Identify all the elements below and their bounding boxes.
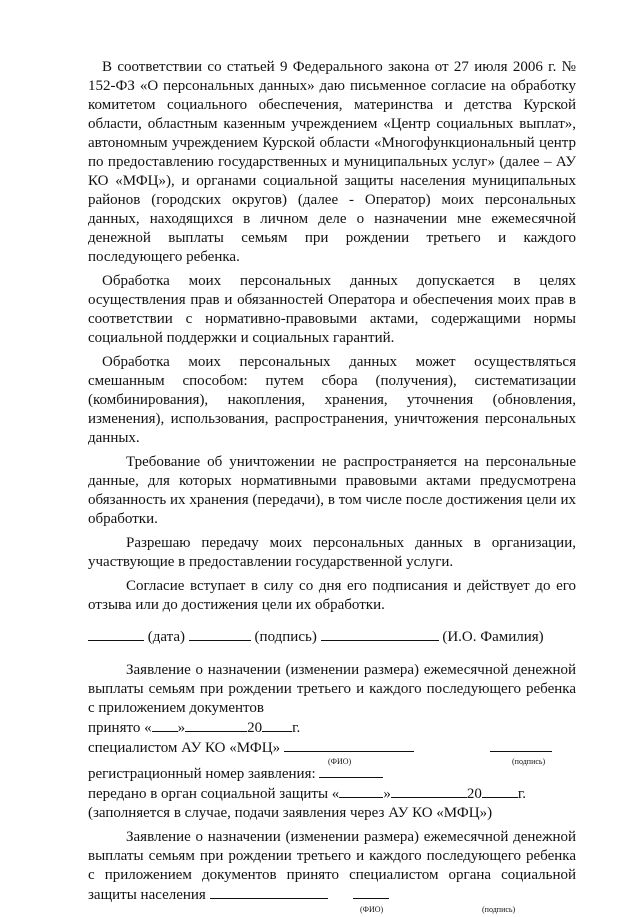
signature-label: (подпись) [254, 629, 317, 645]
registration-label: регистрационный номер заявления: [88, 766, 316, 782]
name-label: (И.О. Фамилия) [442, 629, 544, 645]
transfer-month-blank[interactable] [391, 784, 467, 798]
consent-document [88, 58, 576, 917]
receipt2-labels [88, 905, 576, 917]
consent-paragraph-3: Обработка моих персональных данных может осуществляться смешанным способом: путем сбора (получения), систематизации (комбинирования), накопления, хранения, уточнения (обновления, изменения), использования, распространения, уничтожения персональных данных. [88, 354, 576, 446]
accepted-month-blank[interactable] [185, 718, 247, 732]
registration-blank[interactable] [319, 764, 383, 778]
receipt-text: Заявление о назначении (изменении размера) ежемесячной денежной выплаты семьям при рождении третьего и каждого последующего ребенка с приложением документов [88, 662, 576, 716]
receipt2-fio-blank[interactable] [210, 885, 328, 899]
date-blank[interactable] [88, 627, 144, 641]
transfer-year-blank[interactable] [482, 784, 518, 798]
date-label: (дата) [147, 629, 186, 645]
specialist-sign-label: (подпись) [512, 757, 546, 766]
transfer-line [88, 784, 576, 804]
transfer-suffix: г. [517, 786, 527, 802]
signature-blank[interactable] [189, 627, 251, 641]
specialist-label: специалистом АУ КО «МФЦ» [88, 740, 281, 756]
consent-paragraph-2: Обработка моих персональных данных допускается в целях осуществления прав и обязанностей Оператора и обеспечения моих прав в соответствии с нормативно-правовыми актами, содержащими нормы социальной поддержки и социальных гарантий. [88, 273, 576, 346]
accepted-day-blank[interactable] [152, 718, 178, 732]
accepted-date-line [88, 718, 576, 738]
transfer-day-blank[interactable] [339, 784, 383, 798]
name-blank[interactable] [321, 627, 439, 641]
receipt2-text [88, 828, 576, 905]
registration-line [88, 764, 576, 784]
consent-paragraph-4: Требование об уничтожении не распространяется на персональные данные, для которых нормативными правовыми актами предусмотрена обязанность их хранения (передачи), в том числе после достижения цели их обработки. [88, 454, 576, 527]
receipt2-sign-blank[interactable] [353, 885, 389, 899]
accepted-prefix: принято « [88, 720, 152, 736]
specialist-fio-blank[interactable] [284, 738, 414, 752]
accepted-year: 20 [247, 720, 263, 736]
transfer-prefix: передано в орган социальной защиты « [88, 786, 340, 802]
accepted-year-blank[interactable] [262, 718, 292, 732]
accepted-suffix: г. [292, 720, 301, 736]
receipt2-text-content: Заявление о назначении (изменении размера) ежемесячной денежной выплаты семьям при рождении третьего и каждого последующего ребенка с приложением документов принято специалистом органа социальной защиты населения [88, 829, 576, 903]
transfer-note: (заполняется в случае, подачи заявления через АУ КО «МФЦ») [88, 805, 493, 821]
transfer-mid: » [383, 786, 391, 802]
accepted-mid: » [177, 720, 186, 736]
specialist-sign-blank[interactable] [490, 738, 552, 752]
transfer-year: 20 [466, 786, 482, 802]
consent-paragraph-6: Согласие вступает в силу со дня его подписания и действует до его отзыва или до достижения цели их обработки. [88, 578, 576, 613]
specialist-line [88, 738, 576, 764]
receipt2-fio-label: (ФИО) [360, 905, 384, 914]
specialist-fio-label: (ФИО) [328, 757, 352, 766]
signature-line [88, 627, 576, 647]
consent-paragraph-1: В соответствии со статьей 9 Федерального закона от 27 июля 2006 г. № 152-ФЗ «О персональных данных» даю письменное согласие на обработку комитетом социального обеспечения, материнства и детства Курской области, областным казенным учреждением «Центр социальных выплат», автономным учреждением Курской области «Многофункциональный центр по предоставлению государственных и муниципальных услуг» (далее – АУ КО «МФЦ»), и органами социальной защиты населения муниципальных районов (городских округов) (далее - Оператор) моих персональных данных, находящихся в личном деле о назначении мне ежемесячной денежной выплаты семьям при рождении третьего и каждого последующего ребенка. [88, 59, 576, 265]
receipt2-sign-label: (подпись) [482, 905, 516, 914]
consent-paragraph-5: Разрешаю передачу моих персональных данных в организации, участвующие в предоставлении государственной услуги. [88, 535, 576, 570]
